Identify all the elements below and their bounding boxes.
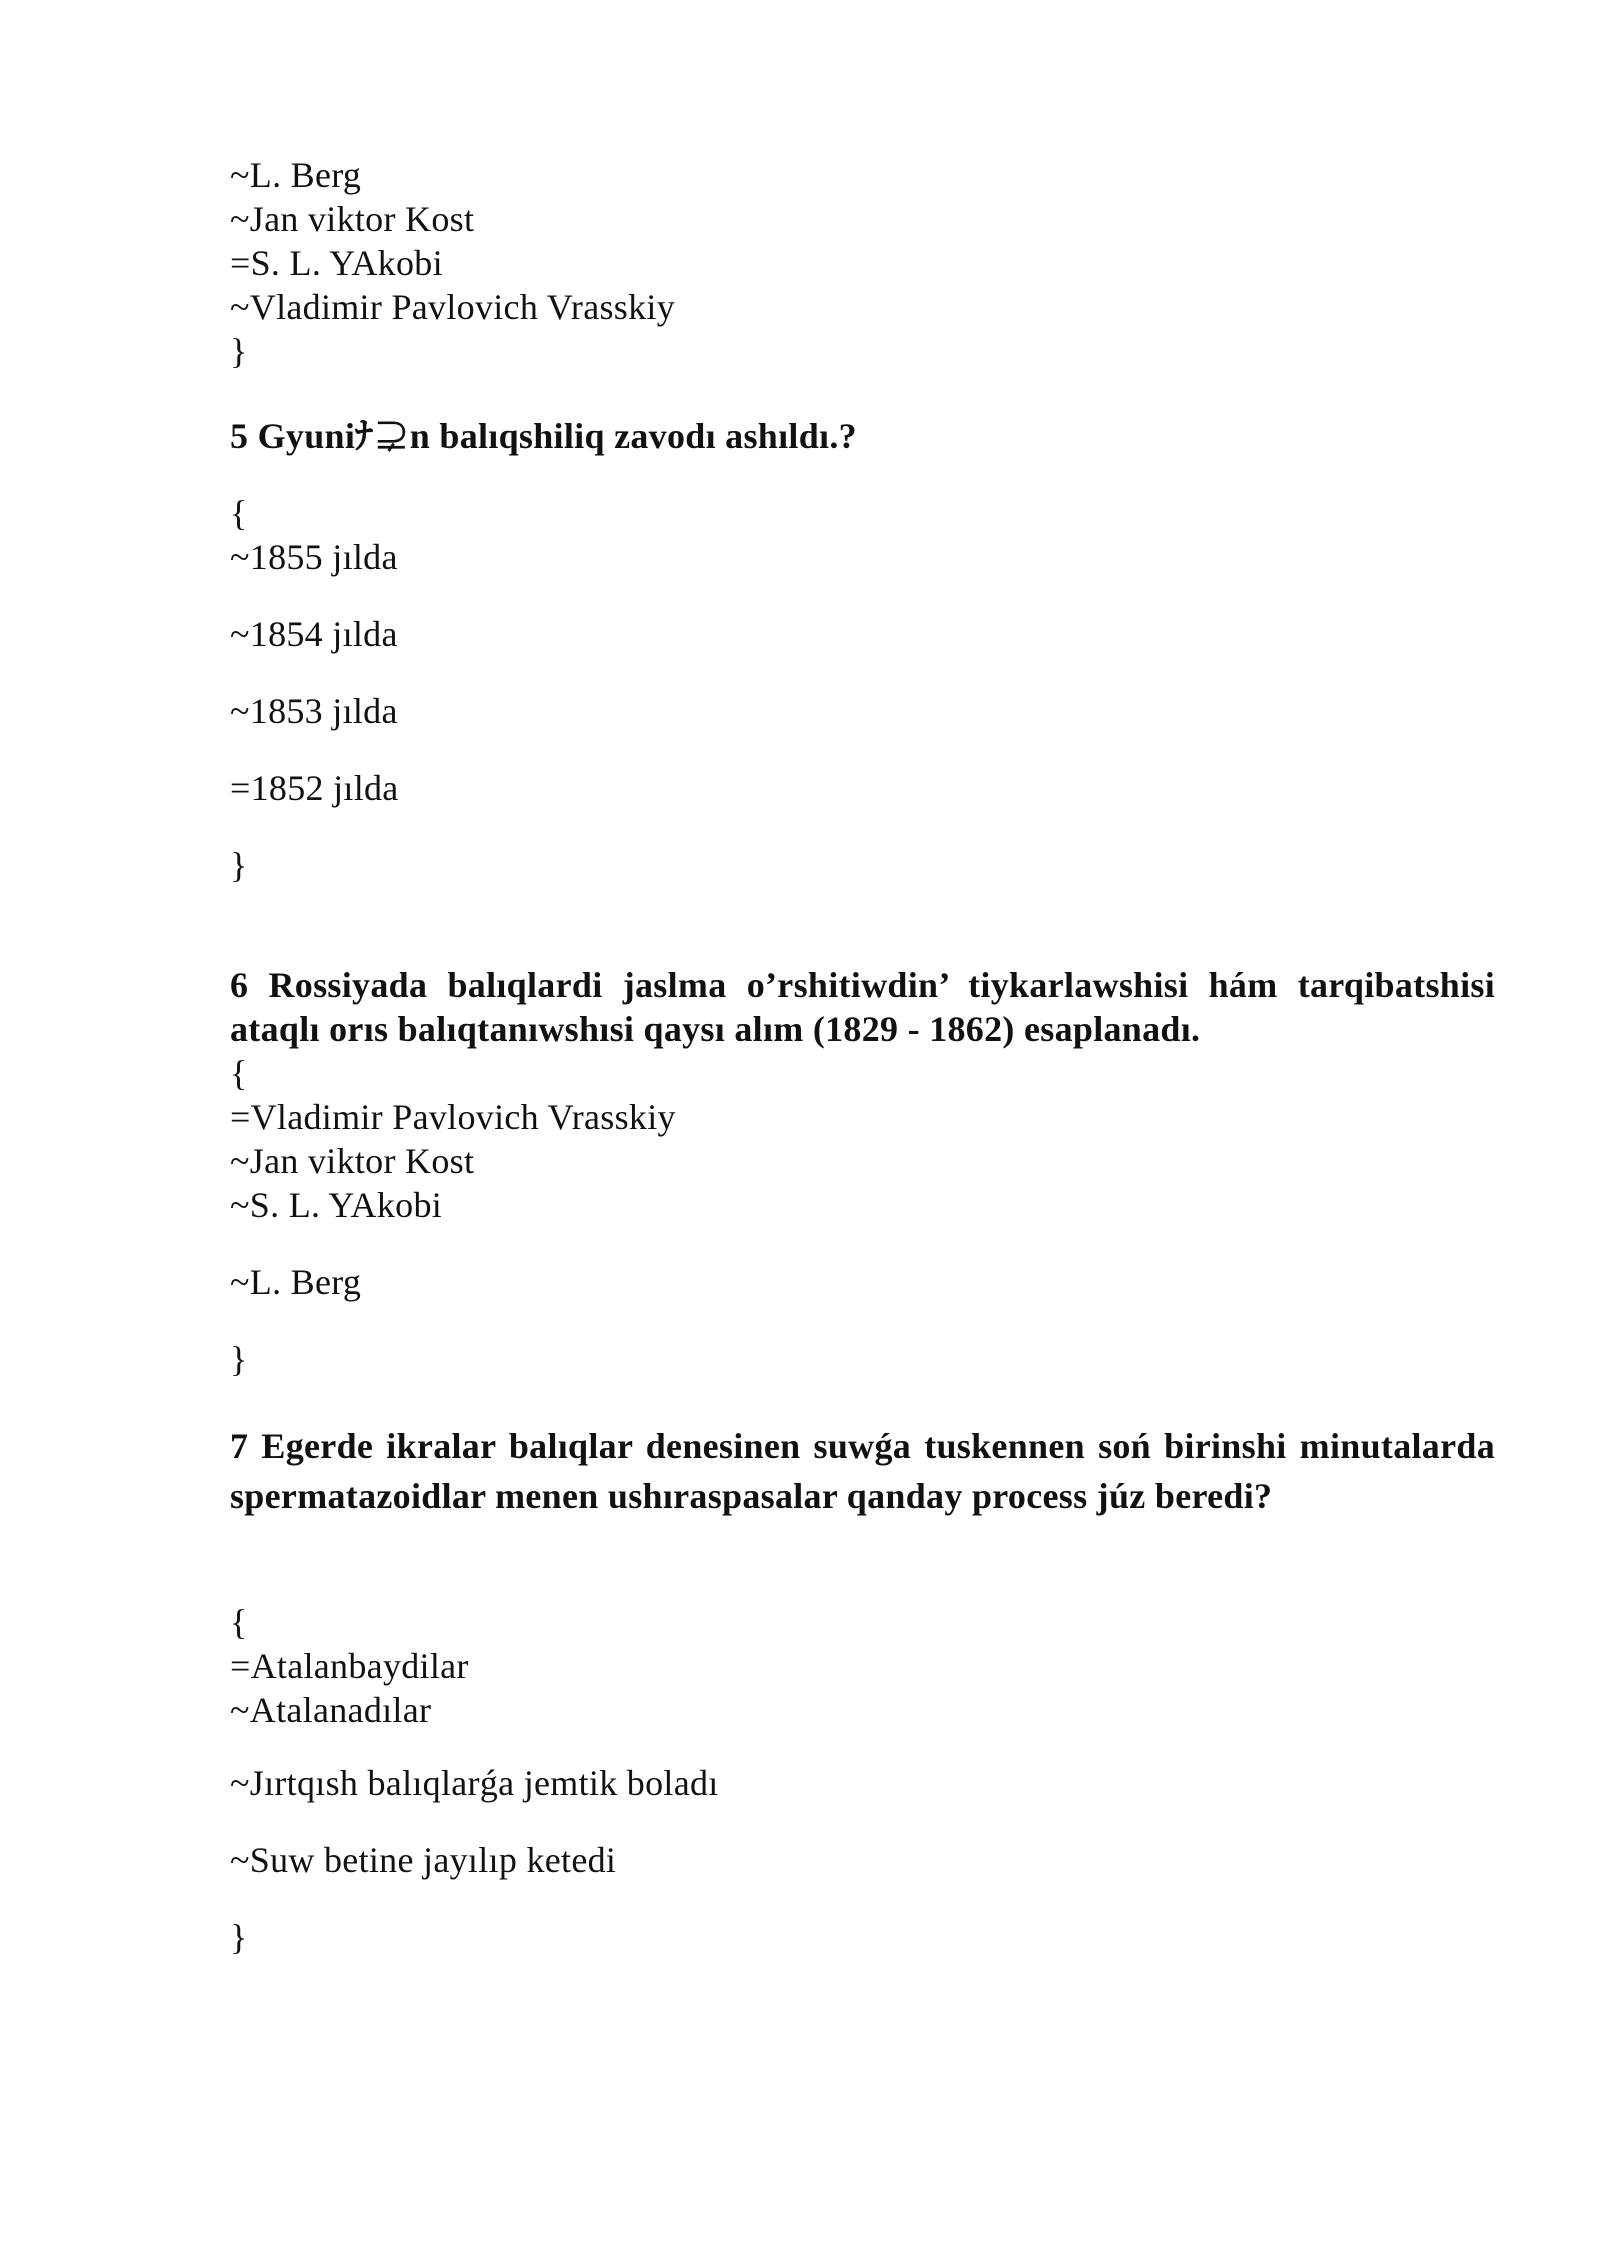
brace-close: } xyxy=(230,331,248,371)
brace-open: { xyxy=(230,1053,248,1093)
option-line: =Atalanbaydilar xyxy=(230,1646,469,1686)
brace-open: { xyxy=(230,1602,248,1642)
option-line: ~L. Berg xyxy=(230,1262,362,1302)
option-line: =1852 jılda xyxy=(230,768,399,808)
question-7-text: 7 Egerde ikralar balıqlar denesinen suwǵa tuskennen soń birinshi minutalarda spermatazoidlar menen ushıraspasalar qanday process júz beredi? xyxy=(230,1426,1495,1516)
question-5-answers xyxy=(230,491,1495,579)
option-line: ~S. L. YAkobi xyxy=(230,1185,443,1225)
answer-block-prev xyxy=(230,153,1495,373)
question-6-text: 6 Rossiyada balıqlardi jaslma o’rshitiwdin’ tiykarlawshisi hám tarqibatshisi ataqlı orıs balıqtanıwshısi qaysı alım (1829 - 1862) esaplanadı. xyxy=(230,965,1495,1049)
option-line: ~Jan viktor Kost xyxy=(230,199,475,239)
brace-open: { xyxy=(230,493,248,533)
option-line: ~1853 jılda xyxy=(230,691,398,731)
brace-close: } xyxy=(230,1339,248,1379)
option-line: ~Jırtqısh balıqlarǵa jemtik boladı xyxy=(230,1763,719,1803)
question-6-answers xyxy=(230,1051,1495,1227)
option-line: ~L. Berg xyxy=(230,155,362,195)
option-line: ~Suw betine jayılıp ketedi xyxy=(230,1840,617,1880)
option-line: =S. L. YAkobi xyxy=(230,243,443,283)
option-line: ~Jan viktor Kost xyxy=(230,1141,475,1181)
option-line: ~Atalanadılar xyxy=(230,1690,432,1730)
brace-close: } xyxy=(230,1917,248,1957)
brace-close: } xyxy=(230,845,248,885)
question-5-text: 5 Gyuniﾅ⊋n balıqshiliq zavodı ashıldı.? xyxy=(230,416,857,456)
option-line: =Vladimir Pavlovich Vrasskiy xyxy=(230,1097,676,1137)
question-7-answers xyxy=(230,1600,1495,1732)
option-line: ~1855 jılda xyxy=(230,537,398,577)
option-line: ~1854 jılda xyxy=(230,614,398,654)
option-line: ~Vladimir Pavlovich Vrasskiy xyxy=(230,287,676,327)
